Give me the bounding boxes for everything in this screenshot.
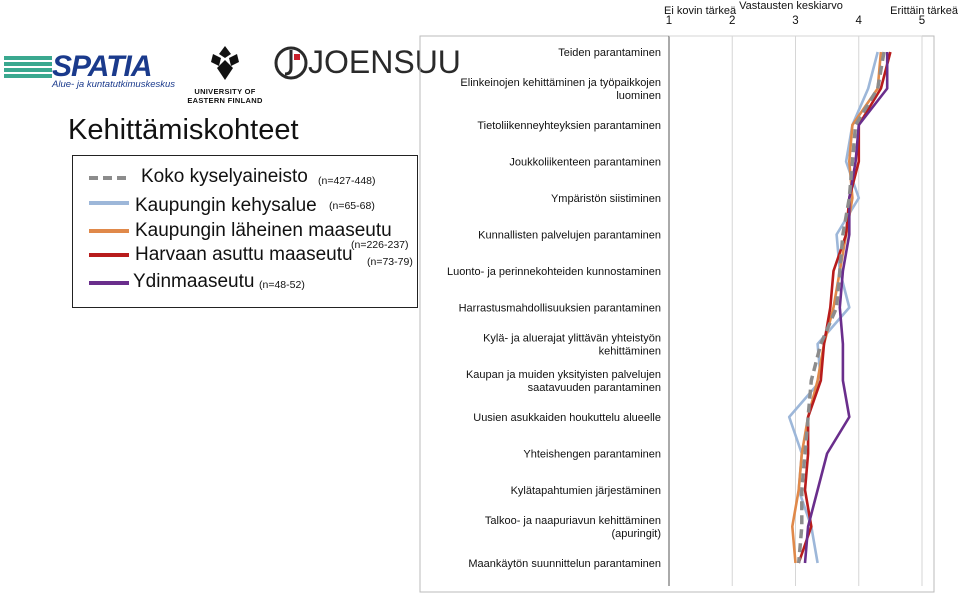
uef-line-2: EASTERN FINLAND: [187, 96, 263, 105]
x-axis-center-label: Vastausten keskiarvo: [739, 0, 843, 12]
category-label: kehittäminen: [598, 345, 661, 358]
x-tick-label: 5: [918, 15, 926, 27]
category-label: Uusien asukkaiden houkuttelu alueelle: [473, 412, 661, 424]
x-tick-label: 3: [792, 15, 799, 27]
category-label: Kylä- ja aluerajat ylittävän yhteistyön: [483, 332, 661, 345]
legend-n-harvaan: (n=73-79): [367, 256, 413, 268]
category-label: Kaupan ja muiden yksityisten palvelujen: [465, 369, 661, 381]
category-label: Ympäristön siistiminen: [550, 193, 661, 205]
x-tick-label: 2: [729, 15, 736, 27]
x-axis-right-label: Erittäin tärkeä: [890, 5, 958, 17]
series-lines: [789, 52, 890, 563]
category-label: Kunnallisten palvelujen parantaminen: [478, 229, 661, 242]
category-labels: [447, 47, 661, 570]
category-label: luominen: [616, 90, 661, 102]
category-label: Yhteishengen parantaminen: [523, 448, 661, 461]
legend-label-harvaan: Harvaan asuttu maaseutu: [135, 244, 353, 265]
category-label: Tietoliikenneyhteyksien parantaminen: [477, 120, 661, 132]
legend-label-laheinen: Kaupungin läheinen maaseutu: [135, 220, 392, 241]
uef-line-1: UNIVERSITY OF: [194, 87, 256, 96]
x-tick-label: 4: [855, 15, 862, 27]
category-label: Joukkoliikenteen parantaminen: [509, 156, 661, 169]
spatia-subtitle: Alue- ja kuntatutkimuskeskus: [52, 79, 176, 90]
category-label: (apuringit): [611, 528, 661, 540]
legend-label-kehysalue: Kaupungin kehysalue: [135, 195, 317, 216]
spatia-wordmark: SPATIA: [52, 50, 152, 83]
joensuu-wordmark: JOENSUU: [308, 44, 461, 80]
chart-header: [664, 0, 959, 17]
series-line-4: [805, 52, 887, 563]
legend-n-koko: (n=427-448): [318, 175, 376, 187]
category-label: Maankäytön suunnittelun parantaminen: [468, 558, 661, 570]
legend-label-ydin: Ydinmaaseutu: [133, 271, 255, 292]
legend-n-ydin: (n=48-52): [259, 279, 305, 291]
category-label: Teiden parantaminen: [558, 47, 661, 59]
x-tick-label: 1: [665, 15, 673, 27]
category-label: Elinkeinojen kehittäminen ja työpaikkojen: [460, 77, 661, 89]
category-label: Kylätapahtumien järjestäminen: [510, 485, 661, 497]
category-label: Luonto- ja perinnekohteiden kunnostaminen: [446, 266, 661, 278]
page-title: Kehittämiskohteet: [68, 114, 299, 146]
series-line-0: [799, 52, 884, 563]
series-line-3: [799, 52, 891, 563]
legend-n-kehysalue: (n=65-68): [329, 200, 375, 212]
legend-n-laheinen: (n=226-237): [351, 239, 409, 251]
category-label: Talkoo- ja naapuriavun kehittäminen: [484, 515, 661, 527]
category-label: Harrastusmahdollisuuksien parantaminen: [458, 302, 661, 315]
category-label: saatavuuden parantaminen: [527, 382, 661, 394]
x-axis-left-label: Ei kovin tärkeä: [664, 5, 737, 17]
legend-label-koko: Koko kyselyaineisto: [141, 166, 308, 187]
